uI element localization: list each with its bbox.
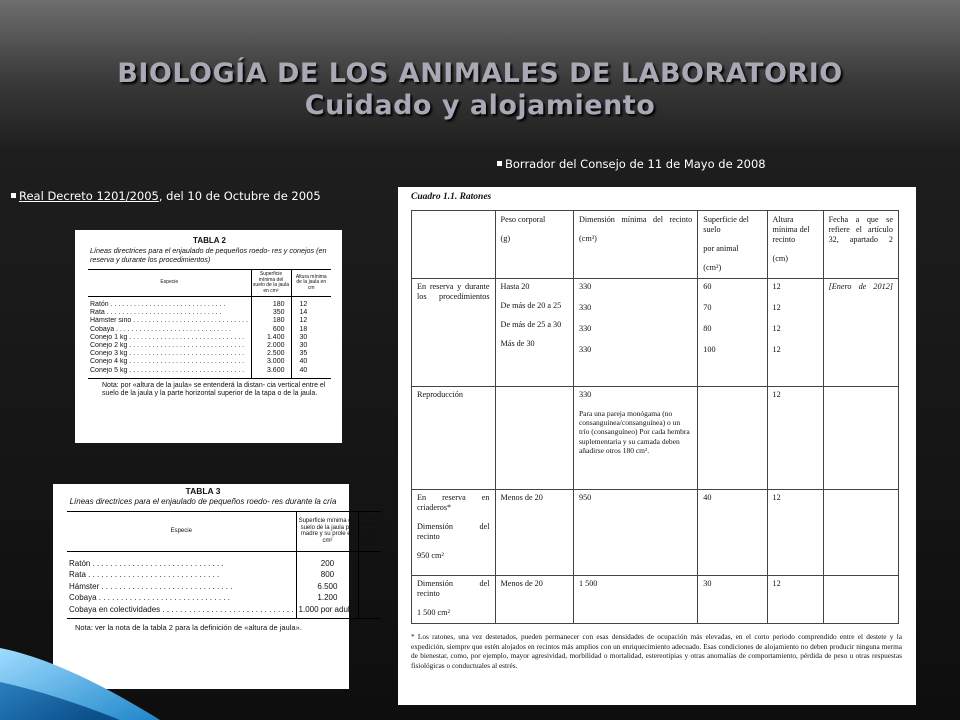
- cuadro-row-recinto: [412, 576, 899, 624]
- species-name: Hámster sirio: [90, 317, 132, 325]
- tabla2-note: Nota: por «altura de la jaula» se entenderá la distan- cia vertical entre el suelo de la jaula y la parte horizontal superior de la tapa o de la jaula.: [102, 381, 326, 398]
- dimension-value: 950: [578, 493, 592, 502]
- tabla2-height-cell: 14: [291, 309, 331, 317]
- leader-dots: . . . . . . . . . . . . . . . . . . . . . . . . . . . . . .: [127, 358, 245, 366]
- tabla3-height-cell: 18: [359, 592, 381, 604]
- row-reproduccion-dimension: [573, 387, 697, 490]
- row-criaderos-altura: [767, 490, 823, 576]
- peso-value: De más de 25 a 30: [500, 320, 562, 329]
- row-recinto-label-text: Dimensión del recinto: [417, 579, 490, 598]
- tabla2-row: [88, 350, 331, 358]
- row-recinto-superficie: [698, 576, 767, 624]
- tabla2-species-cell: [88, 358, 251, 366]
- cuadro-header-row: [412, 211, 899, 279]
- leader-dots: . . . . . . . . . . . . . . . . . . . . . . . . . . . . . .: [108, 301, 226, 308]
- tabla3-header-especie: Especie: [67, 512, 296, 552]
- tabla2-row: [88, 317, 331, 325]
- tabla2-height-cell: 12: [291, 317, 331, 325]
- tabla2-area-cell: 2.500: [251, 350, 291, 358]
- dimension-value: 1 500: [578, 579, 598, 588]
- decorative-accent-shape: [0, 560, 175, 720]
- row-reproduccion-label-text: Reproducción: [417, 390, 463, 399]
- row-criaderos-superficie: [698, 490, 767, 576]
- row-reproduccion-superficie: [698, 387, 767, 490]
- fecha-value: [Enero de 2012]: [828, 282, 893, 291]
- row-criaderos-fecha: [823, 490, 898, 576]
- leader-dots: . . . . . . . . . . . . . . . . . . . . . . . . . . . . . .: [99, 581, 233, 591]
- tabla2-row: [88, 342, 331, 350]
- tabla2-species-cell: [88, 367, 251, 379]
- cuadro-row-reserva: [412, 279, 899, 387]
- leader-dots: . . . . . . . . . . . . . . . . . . . . . . . . . . . . . .: [90, 558, 224, 568]
- cuadro-footnote: * Los ratones, una vez destetados, pueden permanecer con esas densidades de ocupación más elevadas, en el corto periodo comprendido entre el destete y la expedición, siempre que estén alojados en recintos más amplios con un enriquecimiento adecuado. Esas condiciones de alojamiento no deben producir ninguna merma de bienestar, como, por ejemplo, mayor agresividad, morbilidad o mortalidad, estereotipias y otras anomalías de comportamiento, pérdida de peso u otras respuestas fisiológicas o conductuales al estrés.: [411, 632, 902, 670]
- cuadro-title: Cuadro 1.1. Ratones: [411, 192, 492, 202]
- tabla3-header-superficie: Superficie mínima del suelo de la jaula por madre y su prole en cm²: [296, 512, 359, 552]
- tabla2-header-especie: Especie: [88, 270, 251, 297]
- superficie-value: 40: [703, 493, 712, 502]
- tabla2-height-cell: 35: [291, 350, 331, 358]
- species-name: Cobaya: [69, 593, 97, 602]
- tabla3-area-cell: 800: [296, 569, 359, 581]
- tabla2-area-cell: 350: [251, 309, 291, 317]
- species-name: Hámster: [69, 581, 100, 591]
- altura-value: 12: [772, 579, 781, 588]
- header-superficie-label: Superficie del suelo: [703, 215, 749, 234]
- dimension-value: 330: [578, 303, 592, 312]
- dimension-value: 330: [578, 345, 592, 354]
- slide-title: [0, 58, 960, 122]
- cuadro-header-dimension: [573, 211, 697, 279]
- cuadro-1-1: [398, 187, 916, 705]
- tabla2-row: [88, 326, 331, 334]
- row-reproduccion-label: [412, 387, 496, 490]
- superficie-value: 70: [703, 303, 712, 312]
- dimension-value: 330: [578, 390, 592, 399]
- tabla3-header-altura: Altura mínima de la jaula en cm: [359, 512, 381, 552]
- row-criaderos-peso: [495, 490, 573, 576]
- species-name: Conejo 1 kg: [90, 333, 128, 341]
- leader-dots: . . . . . . . . . . . . . . . . . . . . . . . . . . . . . .: [96, 593, 230, 602]
- tabla2-species-cell: [88, 297, 251, 310]
- row-criaderos-label-dim: Dimensión del recinto: [417, 522, 490, 541]
- tabla3-height-cell: 12: [359, 551, 381, 569]
- header-altura-unit: (cm): [772, 254, 788, 263]
- dimension-value: 330: [578, 324, 592, 333]
- tabla3-title: TABLA 3: [185, 486, 221, 496]
- species-name: Cobaya: [90, 325, 115, 333]
- tabla2-species-cell: [88, 309, 251, 317]
- tabla2-row: [88, 358, 331, 366]
- tabla3-subtitle: Líneas directrices para el enjaulado de pequeños roedo- res durante la cría: [69, 497, 337, 506]
- row-reproduccion-peso: [495, 387, 573, 490]
- row-recinto-dimension: [573, 576, 697, 624]
- tabla3-area-cell: 6.500: [296, 581, 359, 593]
- row-recinto-fecha: [823, 576, 898, 624]
- tabla3-note: Nota: ver la nota de la tabla 2 para la definición de «altura de jaula».: [75, 623, 302, 632]
- row-criaderos-dimension: [573, 490, 697, 576]
- tabla2-table: [88, 269, 331, 379]
- species-name: Conejo 5 kg: [90, 366, 128, 374]
- species-name: Conejo 4 kg: [90, 358, 128, 366]
- title-line-2: Cuidado y alojamiento: [304, 90, 656, 121]
- cuadro-header-peso: [495, 211, 573, 279]
- row-criaderos-label-area: 950 cm²: [417, 551, 444, 560]
- species-name: Ratón: [69, 558, 91, 568]
- species-name: Cobaya en colectividades: [69, 604, 161, 614]
- tabla2-area-cell: 180: [251, 297, 291, 310]
- species-name: Ratón: [90, 301, 109, 308]
- leader-dots: . . . . . . . . . . . . . . . . . . . . . . . . . . . . . .: [104, 309, 222, 317]
- tabla2-species-cell: [88, 342, 251, 350]
- row-criaderos-label-text: En reserva en criaderos*: [417, 493, 490, 512]
- row-recinto-label: [412, 576, 496, 624]
- tabla2-header-superficie: Superficie mínima del suelo de la jaula en cm²: [251, 270, 291, 297]
- cuadro-table: [411, 210, 899, 624]
- tabla3-height-cell: 14: [359, 569, 381, 581]
- bullet-square-icon: [11, 193, 16, 198]
- tabla2-row: [88, 334, 331, 342]
- header-peso-unit: (g): [500, 234, 511, 243]
- tabla2-species-cell: [88, 326, 251, 334]
- tabla2-area-cell: 2.000: [251, 342, 291, 350]
- cuadro-row-criaderos: [412, 490, 899, 576]
- tabla2-height-cell: 30: [291, 342, 331, 350]
- caption-borrador: [497, 157, 766, 171]
- tabla2-height-cell: 40: [291, 358, 331, 366]
- caption-real-decreto: [11, 189, 321, 203]
- caption-borrador-text: Borrador del Consejo de 11 de Mayo de 2008: [505, 157, 766, 171]
- header-altura-label: Altura mínima del recinto: [772, 215, 810, 244]
- altura-value: 12: [772, 493, 781, 502]
- tabla2-subtitle: Líneas directrices para el enjaulado de pequeños roedo- res y conejos (en reserva y durante los procedimientos): [90, 246, 327, 264]
- row-reserva-peso: [495, 279, 573, 387]
- species-name: Conejo 2 kg: [90, 342, 128, 350]
- superficie-value: 100: [703, 345, 716, 354]
- cuadro-header-empty: [412, 211, 496, 279]
- reproduccion-note: Para una pareja monógama (no consanguínea/consanguínea) o un trío (consanguíneo) Por cada hembra suplementaria y su camada deben añadirse otros 180 cm².: [578, 409, 690, 455]
- row-criaderos-label: [412, 490, 496, 576]
- superficie-value: 30: [703, 579, 712, 588]
- header-peso-label: Peso corporal: [500, 215, 546, 224]
- tabla2-area-cell: 3.600: [251, 367, 291, 379]
- species-name: Rata: [69, 570, 86, 579]
- tabla2-height-cell: 18: [291, 326, 331, 334]
- tabla3-height-cell: 12: [359, 581, 381, 593]
- superficie-value: 60: [703, 282, 712, 291]
- peso-value: Menos de 20: [500, 493, 543, 502]
- tabla2-species-cell: [88, 334, 251, 342]
- cuadro-header-superficie: [698, 211, 767, 279]
- species-name: Conejo 3 kg: [90, 350, 128, 358]
- header-fecha-label: Fecha a que se refiere el artículo 32, apartado 2: [828, 215, 893, 244]
- leader-dots: . . . . . . . . . . . . . . . . . . . . . . . . . . . . . .: [131, 317, 248, 325]
- tabla3-area-cell: 1.200: [296, 592, 359, 604]
- tabla2-area-cell: 3.000: [251, 358, 291, 366]
- row-reproduccion-fecha: [823, 387, 898, 490]
- title-line-1: BIOLOGÍA DE LOS ANIMALES DE LABORATORIO: [117, 58, 843, 89]
- tabla2-row: [88, 297, 331, 310]
- altura-value: 12: [772, 345, 781, 354]
- row-reserva-altura: [767, 279, 823, 387]
- dimension-value: 330: [578, 282, 592, 291]
- row-reserva-label: [412, 279, 496, 387]
- tabla2-species-cell: [88, 317, 251, 325]
- altura-value: 12: [772, 282, 781, 291]
- row-recinto-altura: [767, 576, 823, 624]
- header-superficie-label2: por animal: [703, 244, 739, 253]
- tabla2-height-cell: 40: [291, 367, 331, 379]
- peso-value: Menos de 20: [500, 579, 543, 588]
- altura-value: 12: [772, 303, 781, 312]
- altura-value: 12: [772, 390, 781, 399]
- header-superficie-unit: (cm²): [703, 263, 722, 272]
- tabla2-height-cell: 30: [291, 334, 331, 342]
- altura-value: 12: [772, 324, 781, 333]
- tabla2-area-cell: 1.400: [251, 334, 291, 342]
- caption-real-decreto-rest: , del 10 de Octubre de 2005: [158, 189, 321, 203]
- header-dimension-unit: (cm³): [578, 234, 597, 243]
- bullet-square-icon: [497, 161, 502, 166]
- tabla3-area-cell: 1.000 por adulto: [296, 604, 359, 619]
- tabla2-row: [88, 367, 331, 379]
- cuadro-header-altura: [767, 211, 823, 279]
- cuadro-header-fecha: [823, 211, 898, 279]
- tabla2-area-cell: 180: [251, 317, 291, 325]
- tabla-2: [75, 230, 342, 443]
- row-recinto-peso: [495, 576, 573, 624]
- row-recinto-label-area: 1 500 cm²: [417, 608, 450, 617]
- leader-dots: . . . . . . . . . . . . . . . . . . . . . . . . . . . . . .: [127, 350, 245, 358]
- species-name: Rata: [90, 309, 105, 317]
- peso-value: Hasta 20: [500, 282, 530, 291]
- tabla3-area-cell: 200: [296, 551, 359, 569]
- cuadro-row-reproduccion: [412, 387, 899, 490]
- tabla2-row: [88, 309, 331, 317]
- real-decreto-link[interactable]: Real Decreto 1201/2005: [19, 189, 159, 203]
- row-reserva-superficie: [698, 279, 767, 387]
- leader-dots: . . . . . . . . . . . . . . . . . . . . . . . . . . . . . .: [85, 570, 220, 579]
- leader-dots: . . . . . . . . . . . . . . . . . . . . . . . . . . . . . .: [127, 366, 245, 374]
- tabla2-area-cell: 600: [251, 326, 291, 334]
- peso-value: De más de 20 a 25: [500, 301, 562, 310]
- row-reserva-dimension: [573, 279, 697, 387]
- leader-dots: . . . . . . . . . . . . . . . . . . . . . . . . . . . . . .: [160, 604, 294, 614]
- leader-dots: . . . . . . . . . . . . . . . . . . . . . . . . . . . . . .: [127, 342, 245, 350]
- superficie-value: 80: [703, 324, 712, 333]
- peso-value: Más de 30: [500, 339, 535, 348]
- header-dimension-label: Dimensión mínima del recinto: [578, 215, 693, 224]
- leader-dots: . . . . . . . . . . . . . . . . . . . . . . . . . . . . . .: [127, 333, 245, 341]
- row-reproduccion-altura: [767, 387, 823, 490]
- row-reserva-fecha: [823, 279, 898, 387]
- tabla2-title: TABLA 2: [193, 236, 226, 245]
- leader-dots: . . . . . . . . . . . . . . . . . . . . . . . . . . . . . .: [114, 325, 231, 333]
- tabla2-header-altura: Altura mínima de la jaula en cm: [291, 270, 331, 297]
- row-reserva-label-text: En reserva y durante los procedimientos: [417, 282, 490, 301]
- tabla2-species-cell: [88, 350, 251, 358]
- tabla2-height-cell: 12: [291, 297, 331, 310]
- tabla3-height-cell: 18: [359, 604, 381, 619]
